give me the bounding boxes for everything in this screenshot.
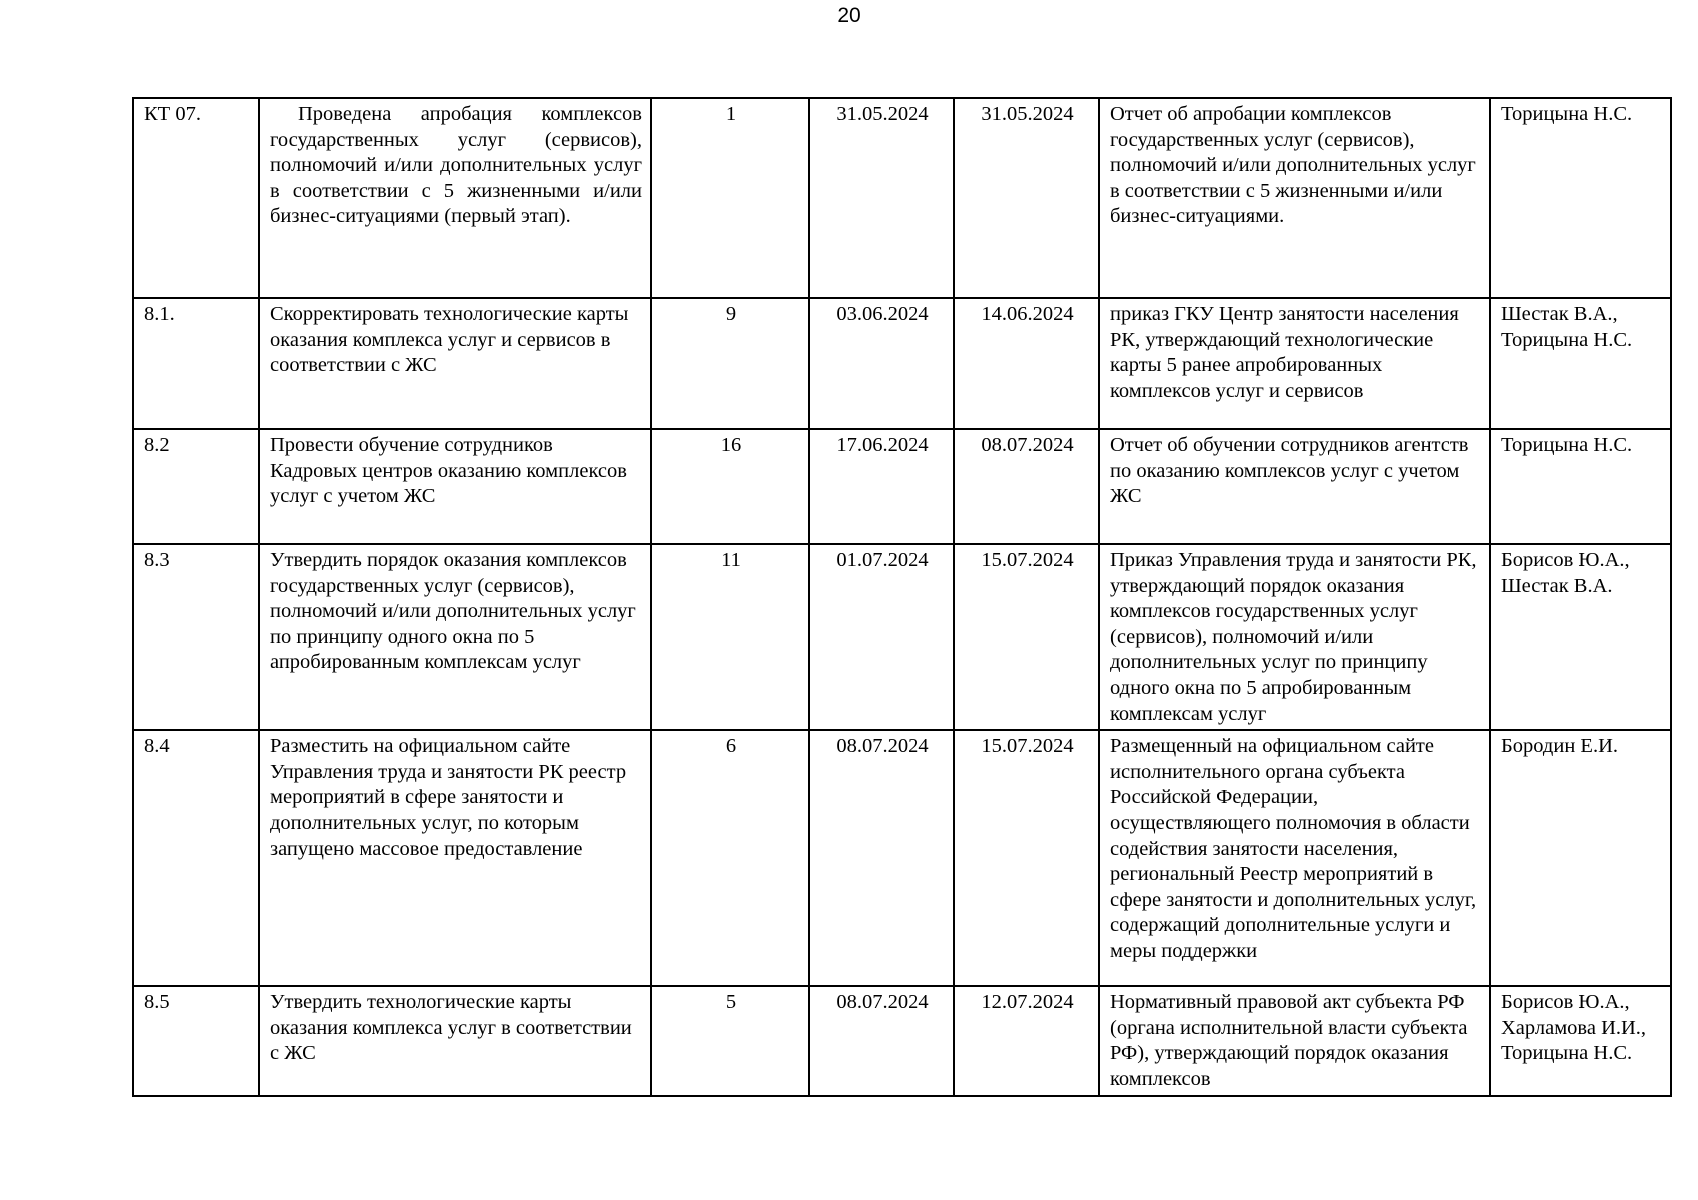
task-name: Утвердить технологические карты оказания комплекса услуг в соответствии с ЖС [259,986,651,1095]
table-row [133,544,1671,730]
duration: 6 [651,730,809,986]
end-date: 15.07.2024 [954,730,1099,986]
result-document: Размещенный на официальном сайте исполнительного органа субъекта Российской Федерации, осуществляющего полномочия в области содействия занятости населения, региональный Реестр мероприятий в сфере занятости и дополнительных услуг, содержащий дополнительные услуги и меры поддержки [1099,730,1490,986]
result-document: Нормативный правовой акт субъекта РФ (органа исполнительной власти субъекта РФ), утверждающий порядок оказания комплексов [1099,986,1490,1095]
responsible: Борисов Ю.А., Шестак В.А. [1490,544,1671,730]
duration: 16 [651,429,809,544]
responsible: Торицына Н.С. [1490,429,1671,544]
start-date: 17.06.2024 [809,429,954,544]
result-document: Приказ Управления труда и занятости РК, утверждающий порядок оказания комплексов государственных услуг (сервисов), полномочий и/или дополнительных услуг по принципу одного окна по 5 апробированным комплексам услуг [1099,544,1490,730]
end-date: 08.07.2024 [954,429,1099,544]
task-name: Разместить на официальном сайте Управления труда и занятости РК реестр мероприятий в сфере занятости и дополнительных услуг, по которым запущено массовое предоставление [259,730,651,986]
end-date: 15.07.2024 [954,544,1099,730]
end-date: 31.05.2024 [954,98,1099,298]
table-row [133,429,1671,544]
end-date: 12.07.2024 [954,986,1099,1095]
result-document: Отчет об обучении сотрудников агентств по оказанию комплексов услуг с учетом ЖС [1099,429,1490,544]
task-name: Скорректировать технологические карты оказания комплекса услуг и сервисов в соответствии с ЖС [259,298,651,429]
duration: 11 [651,544,809,730]
task-name: Провести обучение сотрудников Кадровых центров оказанию комплексов услуг с учетом ЖС [259,429,651,544]
row-number: КТ 07. [133,98,259,298]
table-row [133,98,1671,298]
table-row [133,986,1671,1095]
row-number: 8.4 [133,730,259,986]
duration: 5 [651,986,809,1095]
start-date: 08.07.2024 [809,986,954,1095]
responsible: Шестак В.А., Торицына Н.С. [1490,298,1671,429]
duration: 9 [651,298,809,429]
start-date: 31.05.2024 [809,98,954,298]
page-number: 20 [837,4,861,27]
row-number: 8.1. [133,298,259,429]
responsible: Борисов Ю.А., Харламова И.И., Торицына Н.С. [1490,986,1671,1095]
row-number: 8.2 [133,429,259,544]
start-date: 01.07.2024 [809,544,954,730]
responsible: Торицына Н.С. [1490,98,1671,298]
table-row [133,298,1671,429]
start-date: 03.06.2024 [809,298,954,429]
table-row [133,730,1671,986]
start-date: 08.07.2024 [809,730,954,986]
duration: 1 [651,98,809,298]
result-document: приказ ГКУ Центр занятости населения РК, утверждающий технологические карты 5 ранее апробированных комплексов услуг и сервисов [1099,298,1490,429]
task-name: Утвердить порядок оказания комплексов государственных услуг (сервисов), полномочий и/или дополнительных услуг по принципу одного окна по 5 апробированным комплексам услуг [259,544,651,730]
plan-table [132,97,1672,1097]
row-number: 8.3 [133,544,259,730]
task-name: Проведена апробация комплексов государственных услуг (сервисов), полномочий и/или дополнительных услуг в соответствии с 5 жизненными и/или бизнес-ситуациями (первый этап). [259,98,651,298]
end-date: 14.06.2024 [954,298,1099,429]
responsible: Бородин Е.И. [1490,730,1671,986]
result-document: Отчет об апробации комплексов государственных услуг (сервисов), полномочий и/или дополнительных услуг в соответствии с 5 жизненными и/или бизнес-ситуациями. [1099,98,1490,298]
row-number: 8.5 [133,986,259,1095]
